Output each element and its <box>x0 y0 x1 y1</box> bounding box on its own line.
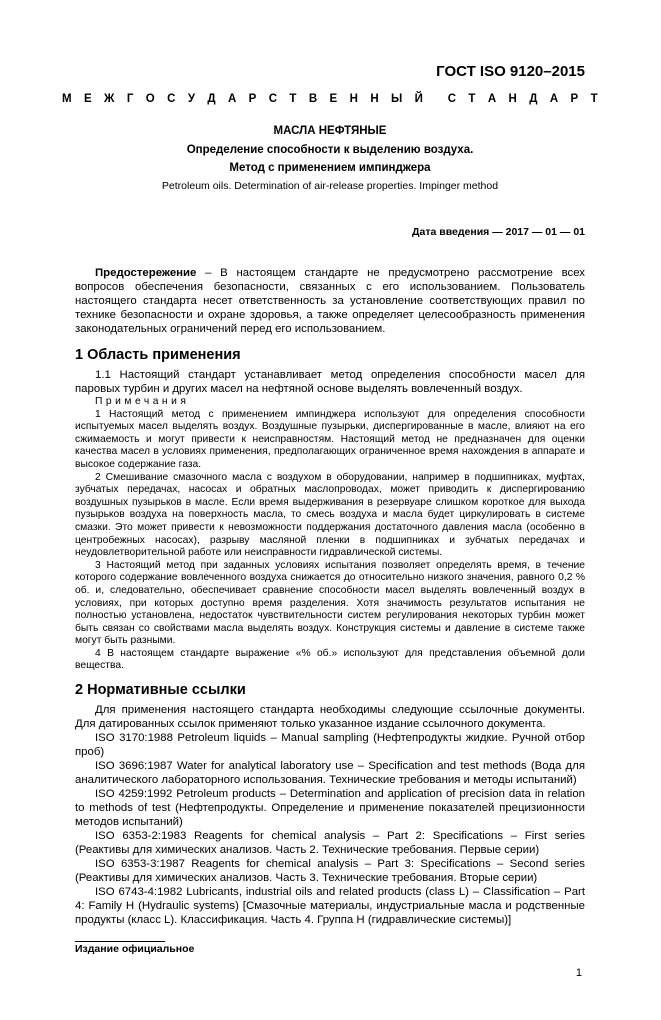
banner-letter: Д <box>207 93 216 105</box>
official-edition-label: Издание официальное <box>75 943 195 956</box>
document-id: ГОСТ ISO 9120–2015 <box>436 63 585 80</box>
banner-letter: О <box>145 93 155 105</box>
section-2-body <box>75 703 585 927</box>
reference-item: ISO 6743-4:1982 Lubricants, industrial oils and related products (class L) – Classification – Part 4: Family H (Hydraulic systems) [Смазочные материалы, индустриальные масла и родственные продукты (класс L). Классификация. Часть 4. Группа Н (гидравлические системы)] <box>75 886 585 927</box>
banner-letter: С <box>447 93 457 105</box>
banner-letter: Ы <box>391 93 403 105</box>
title-en: Petroleum oils. Determination of air-release properties. Impinger method <box>161 180 499 192</box>
note-item: 1 Настоящий метод с применением импинджера используют для определения способности испытуемых масел выделять воздух. Воздушные пузырьки, диспергированные в масле, влияют на его сжимаемость и могут привести к неисправностям. Настоящий метод не предназначен для оценки качества масел в условиях применения, предполагающих ограниченное время нахождения в аппарате и высокое содержание газа. <box>75 408 585 470</box>
page-number: 1 <box>575 967 582 980</box>
banner-letter: С <box>167 93 176 105</box>
banner-letter: А <box>227 93 237 105</box>
note-item: 3 Настоящий метод при заданных условиях испытания позволяет определять время, в течение которого содержание вовлеченного воздуха снижается до относительно низкого значения, равного 0,2 % об. и, следовательно, обеспечивает сравнение способности масел выделять вовлеченный воздух в условиях, при которых доступно время разделения. Хотя значимость результатов испытания не полностью установлена, недостаток чувствительности систем регулирования некоторых турбин может быть связан со свойствами масла выделять воздух. Конструкция системы и давление в системе также могут быть разными. <box>75 559 585 647</box>
title-ru: МАСЛА НЕФТЯНЫЕ <box>273 125 387 137</box>
banner-letter: С <box>268 93 278 105</box>
section-1-heading: 1 Область применения <box>75 347 241 363</box>
banner-letter: Ж <box>104 93 115 105</box>
banner-letter: У <box>187 93 195 105</box>
effective-date: Дата введения — 2017 — 01 — 01 <box>412 226 585 238</box>
page-footer <box>75 927 585 980</box>
banner-letter: Н <box>349 93 358 105</box>
reference-item: ISO 3170:1988 Petroleum liquids – Manual sampling (Нефтепродукты жидкие. Ручной отбор проб) <box>75 732 585 759</box>
banner-letter: Т <box>289 93 297 105</box>
reference-item: ISO 6353-3:1987 Reagents for chemical analysis – Part 3: Specifications – Second series (Реактивы для химических анализов. Часть 3. Технические требования. Вторые серии) <box>75 858 585 885</box>
banner-letter: М <box>62 93 72 105</box>
note-item: 2 Смешивание смазочного масла с воздухом в оборудовании, например в подшипниках, муфтах, зубчатых передачах, насосах и обратных маслопроводах, может приводить к диспергированию воздушных пузырьков в масле. Если время выдерживания в резервуаре слишком короткое для выхода пузырьков воздуха на поверхность масла, то смесь воздуха и масла будет циркулировать в системе смазки. Это может привести к невозможности поддержания достаточного давления масла (особенно в центробежных насосах), разрыву масляной пленки в подшипниках и зубчатых передачах и неудовлетворительной работе или неисправности гидравлической системы. <box>75 471 585 559</box>
clause-1-1: 1.1 Настоящий стандарт устанавливает метод определения способности масел для паровых турбин и других масел на нефтяной основе выделять вовлеченный воздух. <box>75 369 585 395</box>
section-2-heading: 2 Нормативные ссылки <box>75 682 246 699</box>
banner-letter: В <box>308 93 318 105</box>
warning-paragraph <box>75 266 585 336</box>
banner-letter: Т <box>590 93 598 105</box>
banner-letter: Г <box>126 93 134 105</box>
reference-item: ISO 4259:1992 Petroleum products – Determination and application of precision data in relation to methods of test (Нефтепродукты. Определение и применение показателей прецизионности методов испытаний) <box>75 788 585 829</box>
banner-letter: Н <box>508 93 517 105</box>
banner-letter: Д <box>529 93 538 105</box>
banner-letter: Й <box>414 93 423 105</box>
footer-divider <box>75 941 165 942</box>
banner-letter: Р <box>248 93 257 105</box>
warning-text: – В настоящем стандарте не предусмотрено рассмотрение всех вопросов обеспечения безопасности, связанных с его использованием. Пользователь настоящего стандарта несет ответственность за установление соответствующих правил по технике безопасности и охране здоровья, а также определяет целесообразность применения законодательных ограничений перед его использованием. <box>75 267 585 335</box>
banner-letter: Т <box>468 93 476 105</box>
warning-label: Предостережение <box>95 267 197 279</box>
reference-item: ISO 6353-2:1983 Reagents for chemical analysis – Part 2: Specifications – First series (Реактивы для химических анализов. Часть 2. Технические требования. Первые серии) <box>75 830 585 857</box>
subtitle-ru: Определение способности к выделению воздуха. <box>186 144 474 156</box>
banner-letter: Н <box>370 93 379 105</box>
banner-letter: Р <box>570 93 579 105</box>
banner-letter: Е <box>329 93 338 105</box>
banner-letter: Е <box>83 93 92 105</box>
interstate-standard-banner <box>62 92 598 106</box>
banner-letter: А <box>549 93 559 105</box>
reference-item: ISO 3696:1987 Water for analytical laboratory use – Specification and test methods (Вода для аналитического лабораторного использования. Технические требования и методы испытаний) <box>75 760 585 787</box>
banner-letter: А <box>487 93 497 105</box>
notes-label: Примечания <box>95 396 190 407</box>
note-item: 4 В настоящем стандарте выражение «% об.» используют для представления объемной доли вещества. <box>75 647 585 672</box>
section-1-body <box>75 368 585 396</box>
method-title: Метод с применением импинджера <box>229 162 431 174</box>
references-intro: Для применения настоящего стандарта необходимы следующие ссылочные документы. Для датированных ссылок применяют только указанное издание ссылочного документа. <box>75 704 585 731</box>
notes-block <box>75 396 585 673</box>
